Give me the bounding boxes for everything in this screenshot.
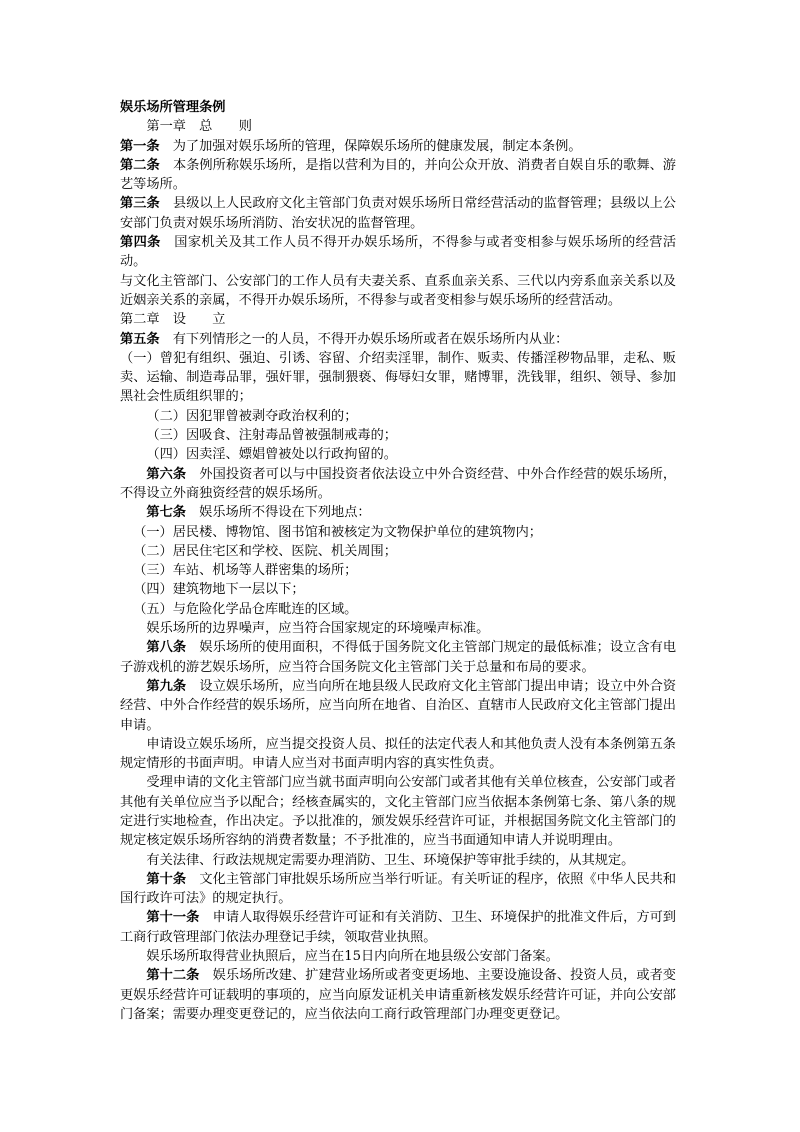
paragraph [120,523,676,542]
paragraph-text: 为了加强对娱乐场所的管理，保障娱乐场所的健康发展，制定本条例。 [159,138,582,154]
paragraph-text: 娱乐场所取得营业执照后，应当在15日内向所在地县级公安部门备案。 [146,949,559,965]
article-paragraph [120,966,676,1024]
paragraph-text: 县级以上人民政府文化主管部门负责对娱乐场所日常经营活动的监督管理；县级以上公安部门负责对娱乐场所消防、治安状况的监督管理。 [120,196,676,231]
paragraph-text: 娱乐场所改建、扩建营业场所或者变更场地、主要设施设备、投资人员，或者变更娱乐经营许可证载明的事项的，应当向原发证机关申请重新核发娱乐经营许可证，并向公安部门备案；需要办理变更登记的，应当依法向工商行政管理部门办理变更登记。 [120,968,676,1022]
paragraph-text: 娱乐场所不得设在下列地点： [185,505,371,521]
paragraph-text: 娱乐场所的边界噪声，应当符合国家规定的环境噪声标准。 [146,621,490,637]
paragraph [120,773,676,850]
paragraph [120,851,676,870]
paragraph-text: 第一章 总 则 [146,119,252,135]
article-label: 第四条 [120,235,161,251]
document-page [120,98,676,1024]
paragraph-text: 本条例所称娱乐场所，是指以营利为目的，并向公众开放、消费者自娱自乐的歌舞、游艺等场所。 [120,157,676,193]
article-paragraph [120,330,676,349]
paragraph-text: 申请设立娱乐场所，应当提交投资人员、拟任的法定代表人和其他负责人没有本条例第五条规定情形的书面声明。申请人应当对书面声明内容的真实性负责。 [120,736,676,772]
paragraph [120,561,676,580]
paragraph-text: （四）建筑物地下一层以下； [133,582,305,598]
paragraph-text: 文化主管部门审批娱乐场所应当举行听证。有关听证的程序，依照《中华人民共和国行政许可法》的规定执行。 [120,871,677,907]
article-paragraph [120,194,676,233]
paragraph-text: 国家机关及其工作人员不得开办娱乐场所，不得参与或者变相参与娱乐场所的经营活动。 [120,235,677,270]
article-label: 第十一条 [146,910,200,926]
paragraph-text: 与文化主管部门、公安部门的工作人员有夫妻关系、直系血亲关系、三代以内旁系血亲关系以及近姻亲关系的亲属，不得开办娱乐场所，不得参与或者变相参与娱乐场所的经营活动。 [120,273,676,308]
article-paragraph [120,465,676,504]
paragraph-text: 第二章 设 立 [120,312,226,328]
article-label: 第二条 [120,157,160,173]
article-label: 第一条 [120,138,160,154]
article-label: 第九条 [146,678,187,694]
article-paragraph [120,870,676,909]
paragraph-text: 有下列情形之一的人员，不得开办娱乐场所或者在娱乐场所内从业： [159,331,569,347]
article-label: 第五条 [120,331,160,347]
paragraph-text: 设立娱乐场所，应当向所在地县级人民政府文化主管部门提出申请；设立中外合资经营、中外合作经营的娱乐场所，应当向所在地省、自治区、直辖市人民政府文化主管部门提出申请。 [120,678,677,733]
paragraph-text: （一）曾犯有组织、强迫、引诱、容留、介绍卖淫罪，制作、贩卖、传播淫秽物品罪，走私、贩卖、运输、制造毒品罪，强奸罪，强制猥亵、侮辱妇女罪，赌博罪，洗钱罪，组织、领导、参加黑社会性质组织罪的； [120,350,676,405]
paragraph [120,272,676,311]
article-paragraph [120,233,676,272]
paragraph-text: （三）因吸食、注射毒品曾被强制戒毒的； [146,428,397,444]
article-label: 第八条 [146,640,187,656]
paragraph-text: （一）居民楼、博物馆、图书馆和被核定为文物保护单位的建筑物内； [133,524,542,540]
paragraph [120,349,676,407]
paragraph-text: 娱乐场所的使用面积，不得低于国务院文化主管部门规定的最低标准；设立含有电子游戏机的游艺娱乐场所，应当符合国务院文化主管部门关于总量和布局的要求。 [120,640,677,675]
article-label: 第十条 [146,871,187,887]
article-paragraph [120,503,676,522]
paragraph [120,600,676,619]
paragraph [120,407,676,426]
paragraph-text: 有关法律、行政法规规定需要办理消防、卫生、环境保护等审批手续的，从其规定。 [146,852,635,868]
paragraph [120,735,676,774]
paragraph [120,580,676,599]
paragraph-text: 外国投资者可以与中国投资者依法设立中外合资经营、中外合作经营的娱乐场所，不得设立外商独资经营的娱乐场所。 [120,466,677,501]
paragraph-text: （二）居民住宅区和学校、医院、机关周围； [133,543,397,559]
paragraph [120,445,676,464]
article-paragraph [120,908,676,947]
paragraph-text: （三）车站、机场等人群密集的场所； [133,563,358,579]
paragraph [120,426,676,445]
document-title: 娱乐场所管理条例 [120,100,226,115]
paragraph [120,310,676,329]
paragraph-text: （二）因犯罪曾被剥夺政治权利的； [146,408,358,424]
paragraph-text: （五）与危险化学品仓库毗连的区域。 [133,601,358,617]
paragraph [120,947,676,966]
article-paragraph [120,638,676,677]
paragraph [120,117,676,136]
paragraph-text: 受理申请的文化主管部门应当就书面声明向公安部门或者其他有关单位核查，公安部门或者其他有关单位应当予以配合；经核查属实的，文化主管部门应当依据本条例第七条、第八条的规定进行实地检查，作出决定。予以批准的，颁发娱乐经营许可证，并根据国务院文化主管部门的规定核定娱乐场所容纳的消费者数量；不予批准的，应当书面通知申请人并说明理由。 [120,775,676,849]
paragraph-text: （四）因卖淫、嫖娼曾被处以行政拘留的。 [146,447,397,463]
document-body [120,117,676,1024]
article-label: 第十二条 [146,968,200,984]
article-label: 第七条 [146,505,186,521]
paragraph-text: 申请人取得娱乐经营许可证和有关消防、卫生、环境保护的批准文件后，方可到工商行政管理部门依法办理登记手续，领取营业执照。 [120,910,676,945]
article-paragraph [120,137,676,156]
article-paragraph [120,156,676,195]
paragraph [120,619,676,638]
article-label: 第三条 [120,196,160,212]
article-paragraph [120,677,676,735]
article-label: 第六条 [146,466,187,482]
paragraph [120,542,676,561]
